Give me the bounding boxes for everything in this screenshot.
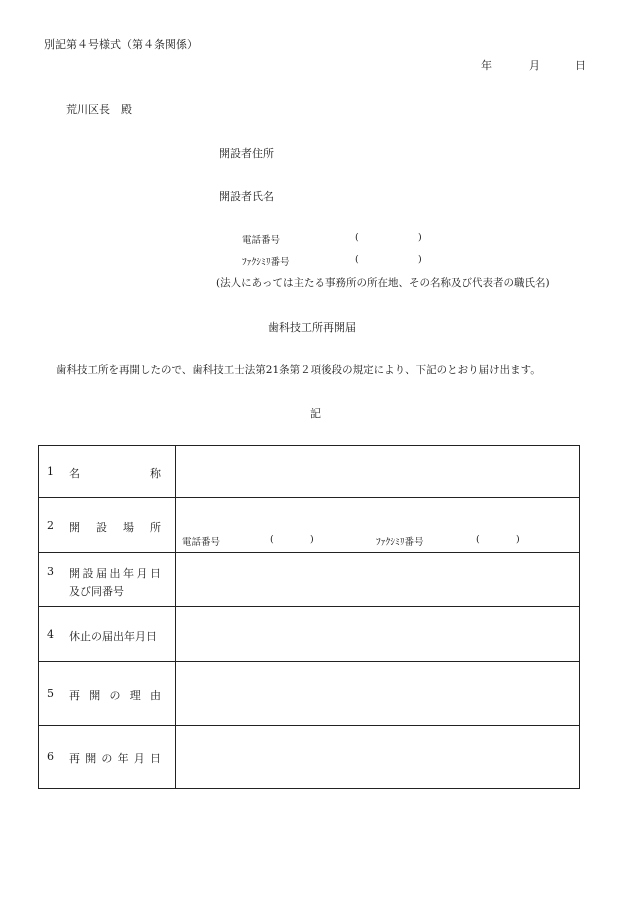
addressee: 荒川区長 殿 <box>66 103 132 116</box>
phone-paren-open: ( <box>355 232 359 243</box>
fax-label: ﾌｧｸｼﾐﾘ番号 <box>242 257 290 268</box>
table-row <box>39 446 580 498</box>
suspension-date-value-cell[interactable] <box>176 607 580 662</box>
fax-paren-open: ( <box>355 254 359 265</box>
row-number: 6 <box>47 750 54 763</box>
row-number: 1 <box>47 465 54 478</box>
row-label-reopen-reason <box>39 662 176 726</box>
row-label-location <box>39 498 176 553</box>
location-fax-close: ) <box>516 534 520 545</box>
date-day-label: 日 <box>575 59 586 72</box>
location-value-cell[interactable] <box>176 498 580 553</box>
table-row <box>39 498 580 553</box>
row-number: 2 <box>47 519 54 532</box>
reopen-date-value-cell[interactable] <box>176 726 580 789</box>
phone-label: 電話番号 <box>242 235 281 246</box>
row-label-text: 再 開 の 年 月 日 <box>69 752 161 765</box>
document-title: 歯科技工所再開届 <box>268 321 356 334</box>
location-phone-close: ) <box>310 534 314 545</box>
name-value-cell[interactable] <box>176 446 580 498</box>
phone-paren-close: ) <box>418 232 422 243</box>
date-month-label: 月 <box>529 59 540 72</box>
row-label-text: 名 称 <box>69 467 161 480</box>
row-number: 5 <box>47 687 54 700</box>
row-number: 4 <box>47 628 54 641</box>
table-row <box>39 662 580 726</box>
row-label-notification-date <box>39 553 176 607</box>
form-number-label: 別記第４号様式（第４条関係） <box>44 38 198 51</box>
body-text: 歯科技工所を再開したので、歯科技工士法第21条第２項後段の規定により、下記のとおり届け出ます。 <box>56 364 541 376</box>
row-label-text: 開 設 届 出 年 月 日 及び同番号 <box>69 567 161 598</box>
location-phone-label: 電話番号 <box>182 537 221 548</box>
row-label-name <box>39 446 176 498</box>
row-label-text: 再 開 の 理 由 <box>69 689 161 702</box>
location-fax-open: ( <box>476 534 480 545</box>
table-row <box>39 726 580 789</box>
row-label-suspension-date <box>39 607 176 662</box>
fax-paren-close: ) <box>418 254 422 265</box>
corporation-note: (法人にあっては主たる事務所の所在地、その名称及び代表者の職氏名) <box>216 277 550 289</box>
location-fax-label: ﾌｧｸｼﾐﾘ番号 <box>376 537 424 548</box>
ki-heading: 記 <box>310 407 321 420</box>
table-row <box>39 607 580 662</box>
notification-date-value-cell[interactable] <box>176 553 580 607</box>
table-row <box>39 553 580 607</box>
reopen-reason-value-cell[interactable] <box>176 662 580 726</box>
row-label-text: 開 設 場 所 <box>69 521 161 534</box>
row-label-text: 休止の届出年月日 <box>69 630 157 643</box>
applicant-name-label: 開設者氏名 <box>219 190 274 203</box>
row-label-reopen-date <box>39 726 176 789</box>
row-number: 3 <box>47 565 54 578</box>
details-table <box>38 445 580 789</box>
applicant-address-label: 開設者住所 <box>219 147 274 160</box>
date-year-label: 年 <box>481 59 492 72</box>
location-phone-open: ( <box>270 534 274 545</box>
